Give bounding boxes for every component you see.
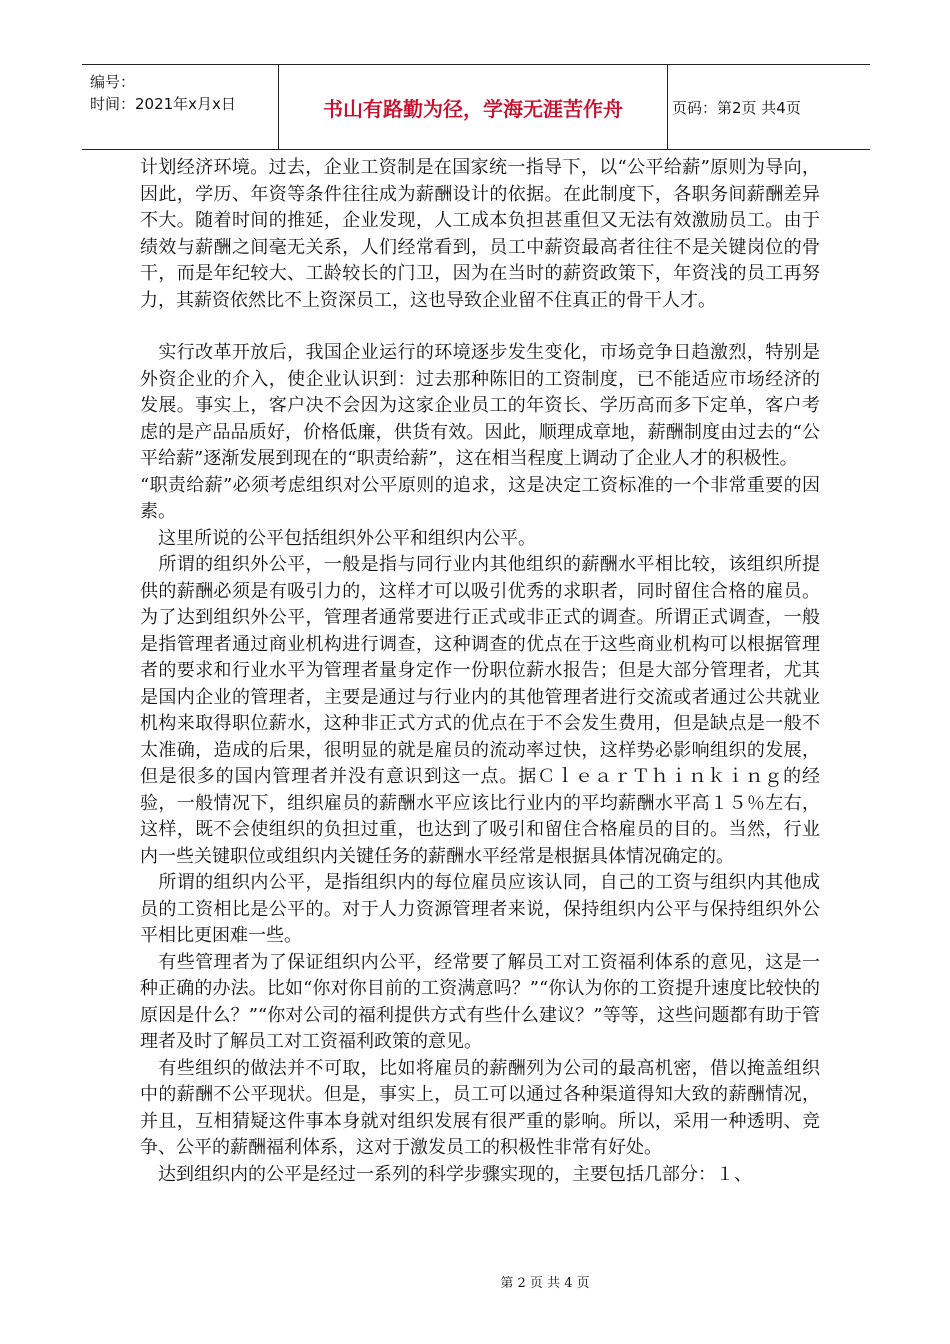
document-number-label: 编号： xyxy=(90,73,136,91)
document-time-label: 时间：2021年x月x日 xyxy=(90,95,236,113)
paragraph: 达到组织内的公平是经过一系列的科学步骤实现的，主要包括几部分：１、 xyxy=(140,1163,752,1185)
paragraph: 有些管理者为了保证组织内公平，经常要了解员工对工资福利体系的意见，这是一种正确的办法。比如“你对你目前的工资满意吗？”“你认为你的工资提升速度比较快的原因是什么？”“你对公司的福利提供方式有些什么建议？”等等，这些问题都有助于管理者及时了解员工对工资福利政策的意见。 xyxy=(140,951,820,1052)
paragraph: 实行改革开放后，我国企业运行的环境逐步发生变化，市场竞争日趋激烈，特别是外资企业的介入，使企业认识到：过去那种陈旧的工资制度，已不能适应市场经济的发展。事实上，客户决不会因为这家企业员工的年资长、学历高而多下定单，客户考虑的是产品品质好，价格低廉，供货有效。因此，顺理成章地，薪酬制度由过去的“公平给薪”逐渐发展到现在的“职责给薪”，这在相当程度上调动了企业人才的积极性。 xyxy=(140,342,820,469)
paragraph: 计划经济环境。过去，企业工资制是在国家统一指导下，以“公平给薪”原则为导向，因此，学历、年资等条件往往成为薪酬设计的依据。在此制度下，各职务间薪酬差异不大。随着时间的推延，企业发现，人工成本负担甚重但又无法有效激励员工。由于绩效与薪酬之间毫无关系，人们经常看到，员工中薪资最高者往往不是关键岗位的骨干，而是年纪较大、工龄较长的门卫，因为在当时的薪资政策下，年资浅的员工再努力，其薪资依然比不上资深员工，这也导致企业留不住真正的骨干人才。 xyxy=(140,157,820,311)
header-page-label: 页码：第2页 共4页 xyxy=(672,98,801,117)
paragraph: 所谓的组织外公平，一般是指与同行业内其他组织的薪酬水平相比较，该组织所提供的薪酬必须是有吸引力的，这样才可以吸引优秀的求职者，同时留住合格的雇员。为了达到组织外公平，管理者通常要进行正式或非正式的调查。所谓正式调查，一般是指管理者通过商业机构进行调查，这种调查的优点在于这些商业机构可以根据管理者的要求和行业水平为管理者量身定作一份职位薪水报告；但是大部分管理者，尤其是国内企业的管理者，主要是通过与行业内的其他管理者进行交流或者通过公共就业机构来取得职位薪水，这种非正式方式的优点在于不会发生费用，但是缺点是一般不太准确，造成的后果，很明显的就是雇员的流动率过快，这样势必影响组织的发展，但是很多的国内管理者并没有意识到这一点。据ＣｌｅａｒＴｈｉｎｋｉｎｇ的经验，一般情况下，组织雇员的薪酬水平应该比行业内的平均薪酬水平高１５％左右，这样，既不会使组织的负担过重，也达到了吸引和留住合格雇员的目的。当然，行业内一些关键职位或组织内关键任务的薪酬水平经常是根据具体情况确定的。 xyxy=(140,554,820,867)
document-body xyxy=(140,155,820,1188)
page-header xyxy=(82,64,870,150)
header-meta xyxy=(90,71,280,115)
paragraph: 有些组织的做法并不可取，比如将雇员的薪酬列为公司的最高机密，借以掩盖组织中的薪酬不公平现状。但是，事实上，员工可以通过各种渠道得知大致的薪酬情况，并且，互相猜疑这件事本身就对组织发展有很严重的影响。所以，采用一种透明、竞争、公平的薪酬福利体系，这对于激发员工的积极性非常有好处。 xyxy=(140,1057,820,1158)
paragraph: 所谓的组织内公平，是指组织内的每位雇员应该认同，自己的工资与组织内其他成员的工资相比是公平的。对于人力资源管理者来说，保持组织内公平与保持组织外公平相比更困难一些。 xyxy=(140,872,820,946)
paragraph: 这里所说的公平包括组织外公平和组织内公平。 xyxy=(140,527,536,549)
header-motto: 书山有路勤为径，学海无涯苦作舟 xyxy=(278,65,668,149)
page-footer: 第 2 页 共 4 页 xyxy=(500,1276,590,1291)
paragraph: “职责给薪”必须考虑组织对公平原则的追求，这是决定工资标准的一个非常重要的因素。 xyxy=(140,474,820,522)
